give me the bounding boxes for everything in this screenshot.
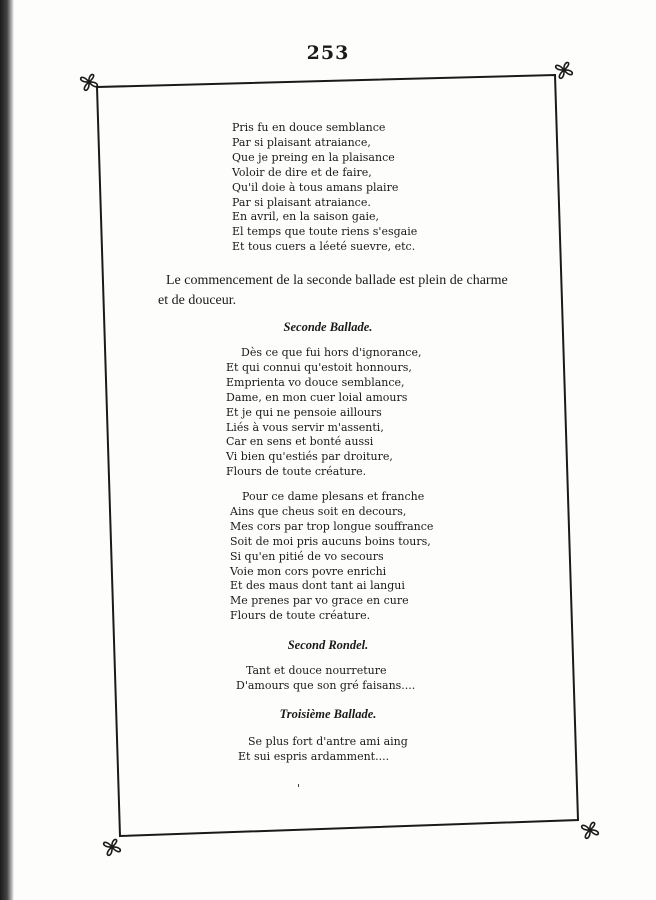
verse-line: Car en sens et bonté aussi	[226, 435, 374, 449]
opening-verse	[232, 121, 417, 255]
verse-line: Vi bien qu'estiés par droiture,	[226, 450, 393, 464]
page-number: 253	[306, 42, 350, 64]
verse-line: Flours de toute créature.	[230, 609, 371, 623]
verse-line: Dès ce que fui hors d'ignorance,	[241, 346, 422, 359]
fleuron-icon	[97, 832, 127, 862]
verse-line: Et sui espris ardamment....	[238, 749, 390, 763]
verse-line: Soit de moi pris aucuns boins tours,	[230, 534, 431, 548]
binding-shadow	[0, 0, 14, 900]
verse-line: Ains que cheus soit en decours,	[230, 504, 407, 518]
verse-line: Liés à vous servir m'assenti,	[226, 420, 384, 434]
verse-line: Voloir de dire et de faire,	[232, 165, 372, 179]
verse-line: Pris fu en douce semblance	[232, 121, 386, 134]
fleuron-icon	[575, 815, 605, 845]
verse-line: Dame, en mon cuer loial amours	[226, 390, 408, 404]
verse-line: En avril, en la saison gaie,	[232, 210, 380, 224]
verse-line: Par si plaisant atraiance.	[232, 195, 371, 209]
fleuron-icon	[74, 67, 104, 97]
verse-line: El temps que toute riens s'esgaie	[232, 225, 418, 239]
verse-line: Que je preing en la plaisance	[232, 150, 395, 164]
section-heading: Second Rondel.	[287, 638, 369, 652]
prose-line: Le commencement de la seconde ballade est plein de charme	[166, 273, 508, 288]
prose-paragraph	[158, 271, 508, 310]
ballade-stanza	[238, 735, 408, 765]
verse-line: Voie mon cors povre enrichi	[230, 564, 387, 578]
verse-line: Qu'il doie à tous amans plaire	[232, 180, 399, 194]
verse-line: Et des maus dont tant ai langui	[230, 579, 405, 593]
verse-line: Mes cors par trop longue souffrance	[230, 519, 434, 533]
verse-line: Emprienta vo douce semblance,	[226, 375, 405, 389]
section-heading: Seconde Ballade.	[283, 320, 373, 334]
verse-line: Flours de toute créature.	[226, 465, 367, 479]
verse-line: Tant et douce nourreture	[246, 664, 387, 677]
verse-line: Pour ce dame plesans et franche	[242, 490, 425, 503]
stray-mark: '	[297, 782, 301, 795]
verse-line: Et tous cuers a léeté suevre, etc.	[232, 240, 416, 254]
verse-line: Par si plaisant atraiance,	[232, 135, 371, 149]
verse-line: D'amours que son gré faisans....	[236, 678, 416, 692]
verse-line: Si qu'en pitié de vo secours	[230, 549, 384, 563]
verse-line: Me prenes par vo grace en cure	[230, 594, 409, 608]
section-heading: Troisième Ballade.	[279, 707, 377, 721]
rondel-stanza	[236, 664, 415, 694]
verse-line: Et je qui ne pensoie aillours	[226, 405, 382, 419]
prose-line: et de douceur.	[158, 292, 237, 308]
fleuron-icon	[549, 55, 579, 85]
ballade-stanza	[230, 490, 433, 624]
ballade-stanza	[226, 346, 421, 480]
verse-line: Et qui connui qu'estoit honnours,	[226, 360, 412, 374]
verse-line: Se plus fort d'antre ami aing	[248, 735, 408, 748]
